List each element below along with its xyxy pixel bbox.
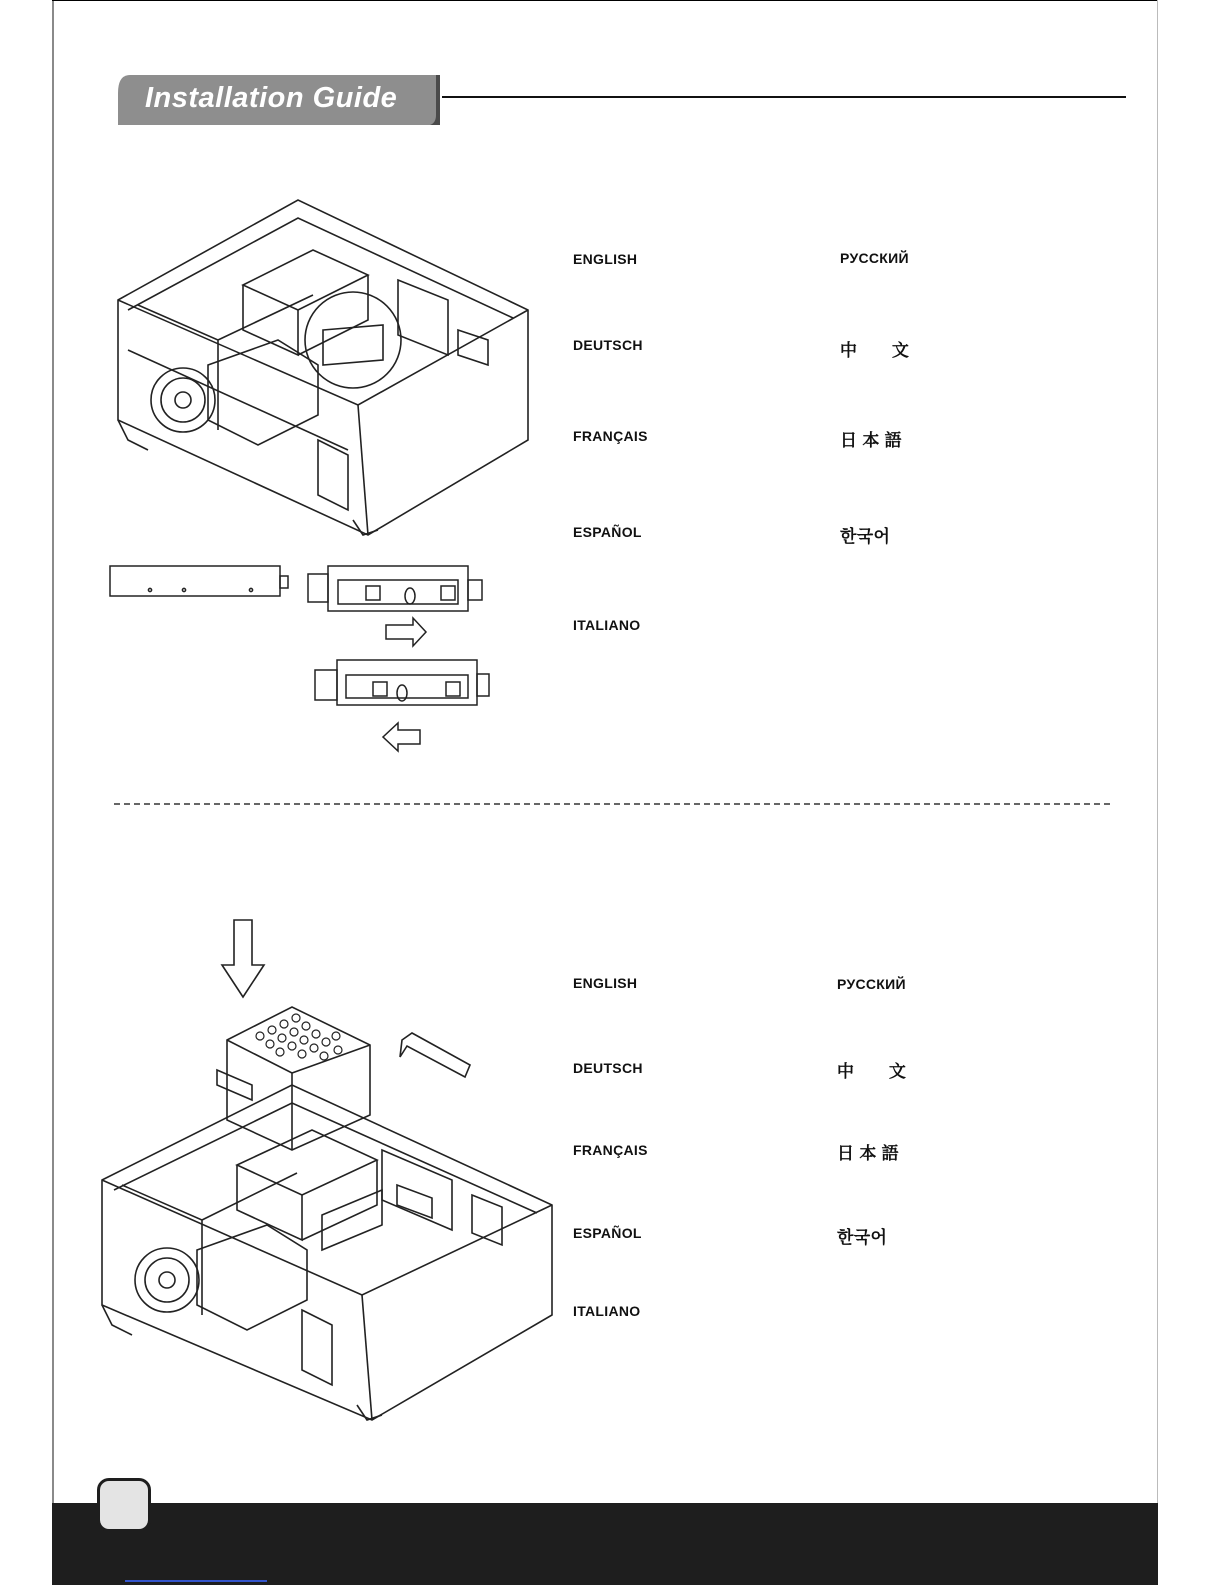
lang-label-english: ENGLISH xyxy=(573,251,638,267)
lang-label-francais: FRANÇAIS xyxy=(573,1142,648,1158)
page-right-rule xyxy=(1157,0,1158,1505)
drive-cage-illustration xyxy=(108,560,508,755)
lang-label-francais: FRANÇAIS xyxy=(573,428,648,444)
header-rule xyxy=(442,96,1126,98)
lang-label-japanese: 日 本 語 xyxy=(837,1144,899,1163)
lang-label-deutsch: DEUTSCH xyxy=(573,337,643,353)
lang-label-italiano: ITALIANO xyxy=(573,617,641,633)
page-margin-rule xyxy=(52,0,54,1585)
section-divider xyxy=(114,803,1110,805)
lang-label-korean: 한국어 xyxy=(837,1228,888,1247)
lang-label-chinese: 中 文 xyxy=(840,341,910,360)
footer-link-underline[interactable] xyxy=(125,1580,267,1582)
fan-cage-installation-illustration xyxy=(92,915,562,1430)
lang-label-espanol: ESPAÑOL xyxy=(573,1225,642,1241)
lang-label-korean: 한국어 xyxy=(840,527,891,546)
page-footer-bar xyxy=(52,1503,1158,1585)
lang-label-english: ENGLISH xyxy=(573,975,638,991)
page-number-badge xyxy=(97,1478,151,1532)
lang-label-espanol: ESPAÑOL xyxy=(573,524,642,540)
page-top-rule xyxy=(52,0,1158,1)
lang-label-italiano: ITALIANO xyxy=(573,1303,641,1319)
lang-label-russian: РУССКИЙ xyxy=(840,250,909,266)
lang-label-japanese: 日 本 語 xyxy=(840,431,902,450)
lang-label-deutsch: DEUTSCH xyxy=(573,1060,643,1076)
lang-label-russian: РУССКИЙ xyxy=(837,976,906,992)
case-interior-illustration xyxy=(108,190,548,540)
lang-label-chinese: 中 文 xyxy=(837,1062,907,1081)
page-title: Installation Guide xyxy=(145,82,398,114)
